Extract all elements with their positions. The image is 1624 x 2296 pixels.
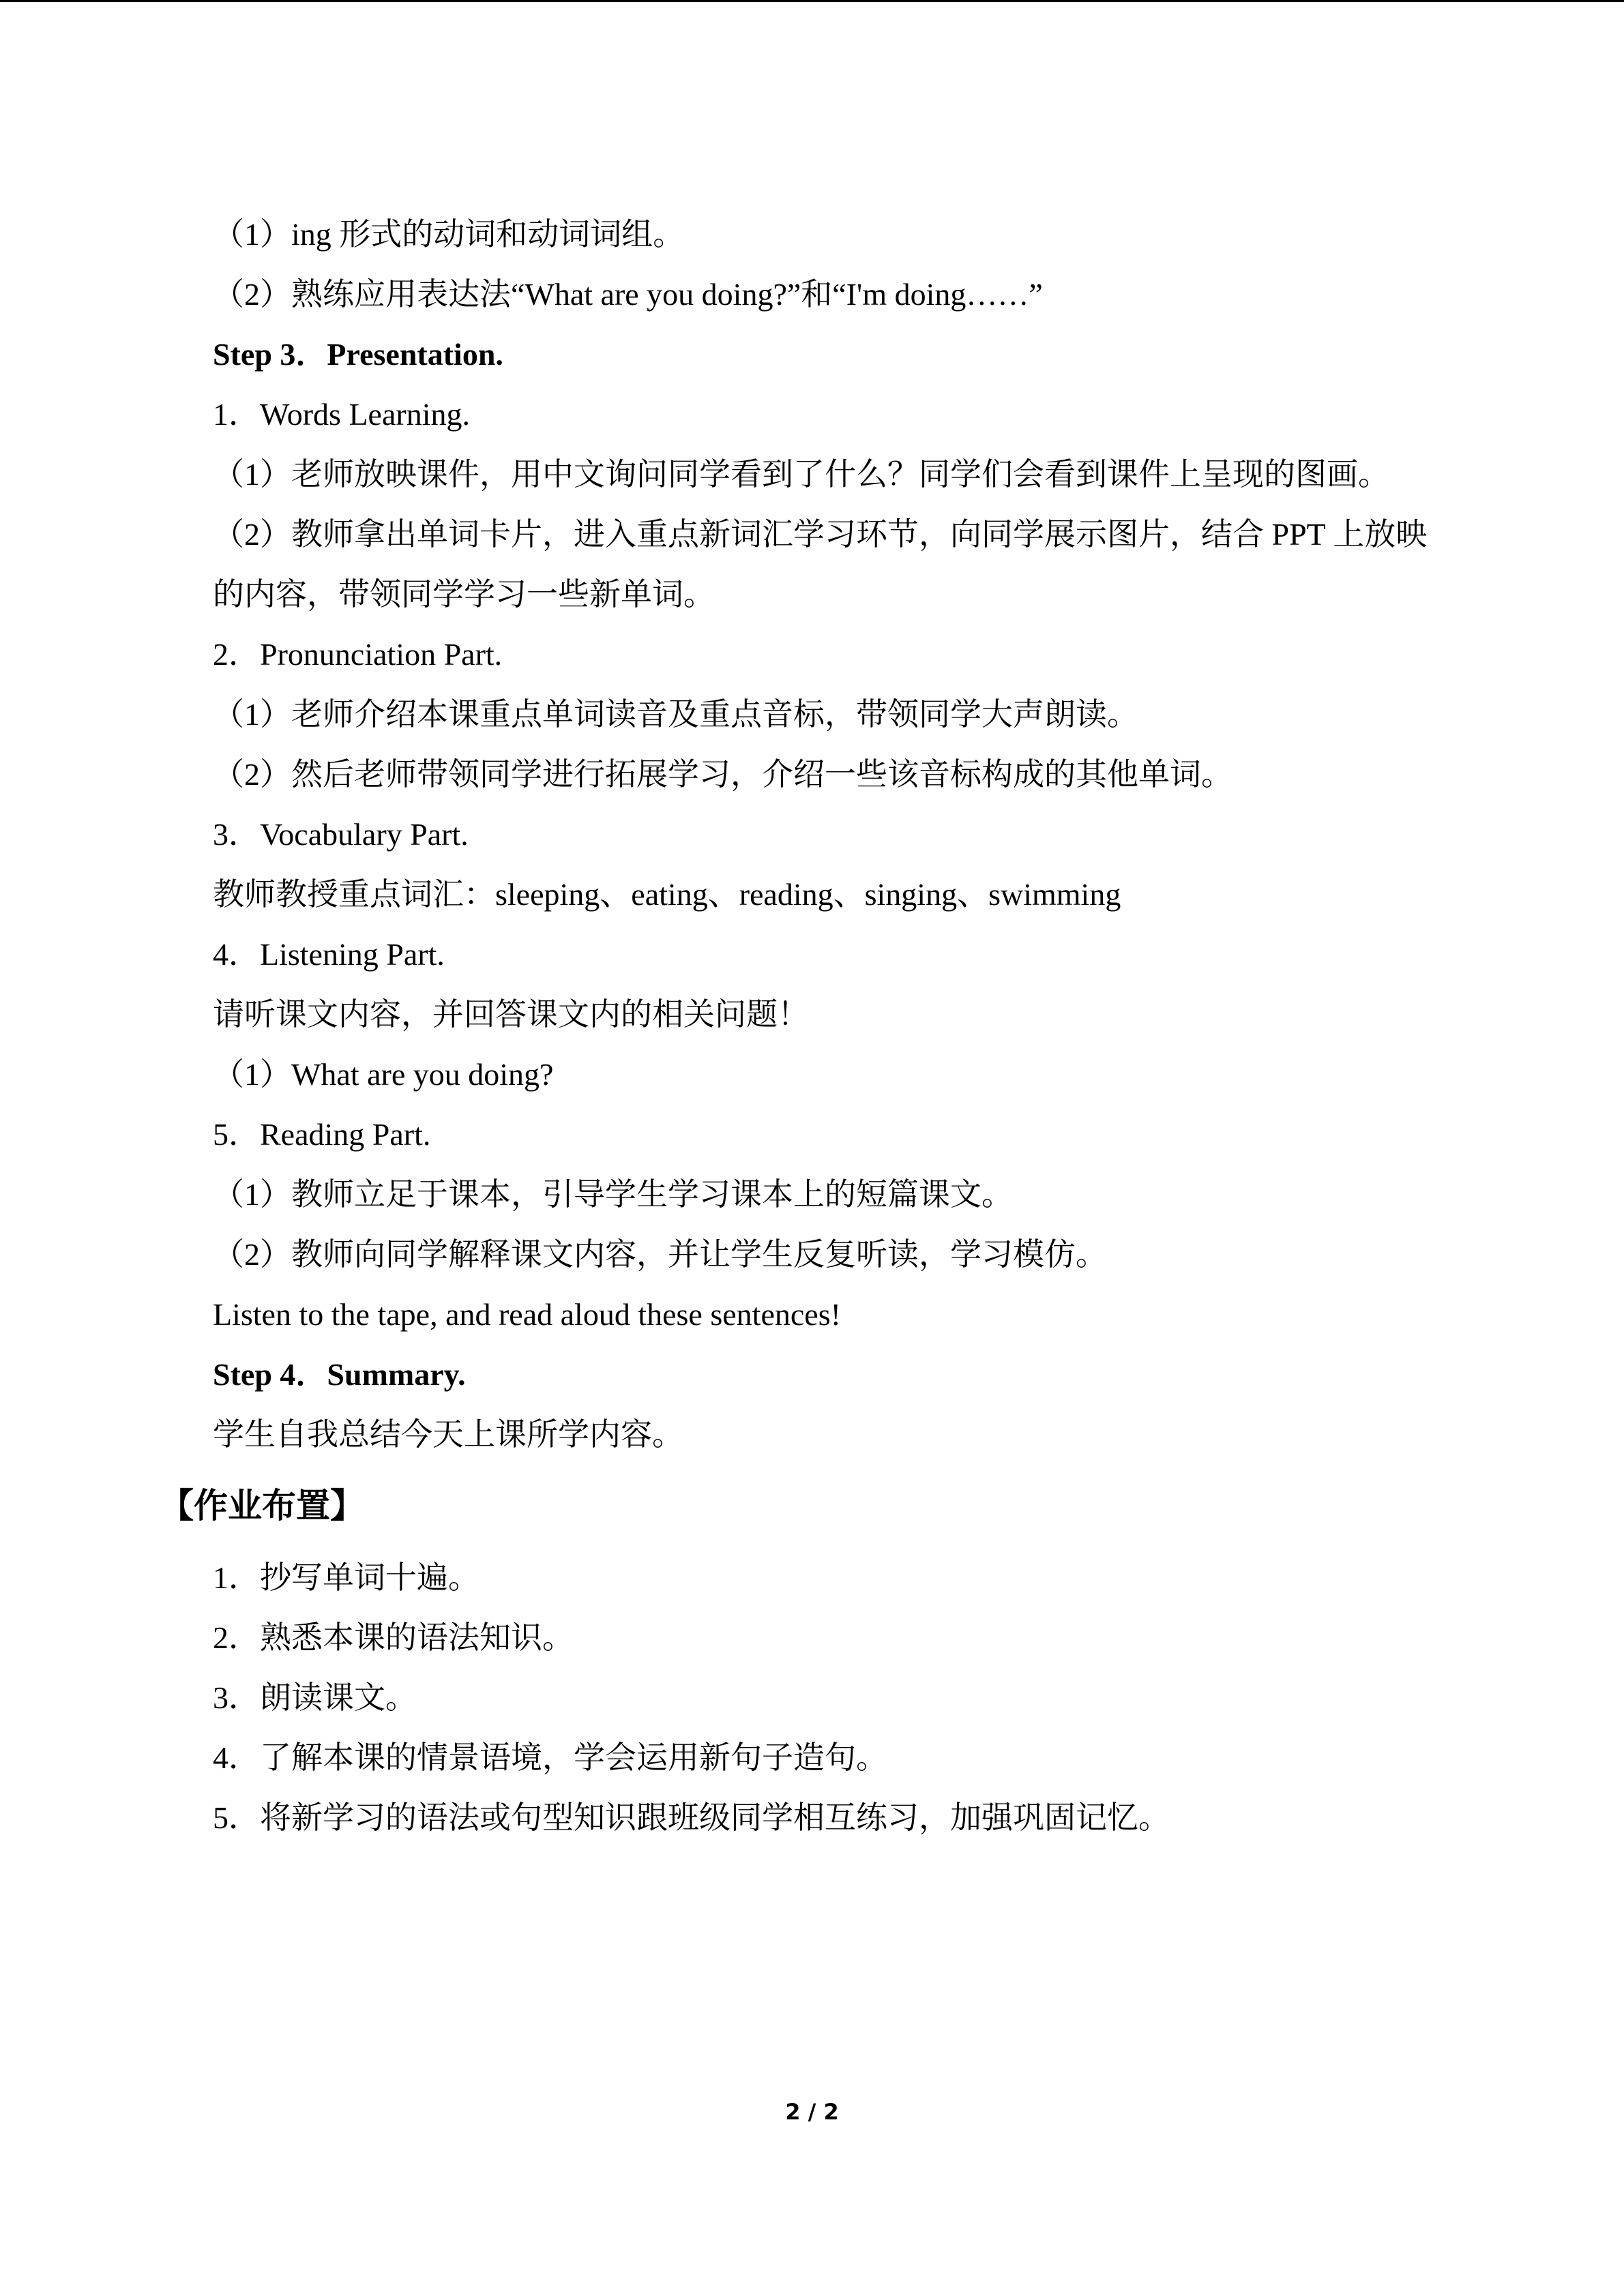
words-learning-heading: 1．Words Learning. xyxy=(213,397,470,432)
reading-item: （2）教师向同学解释课文内容，并让学生反复听读，学习模仿。 xyxy=(213,1237,1107,1272)
page-number: 2 / 2 xyxy=(785,2099,839,2125)
reading-heading: 5．Reading Part. xyxy=(213,1117,431,1152)
words-learning-item: （1）老师放映课件，用中文询问同学看到了什么？同学们会看到课件上呈现的图画。 xyxy=(213,457,1389,492)
page-top-border xyxy=(0,0,1624,2)
step4-heading: Step 4．Summary. xyxy=(213,1357,466,1392)
pronunciation-item: （1）老师介绍本课重点单词读音及重点音标，带领同学大声朗读。 xyxy=(213,697,1138,732)
vocabulary-text: 教师教授重点词汇：sleeping、eating、reading、singing、swimming xyxy=(213,877,1121,912)
listening-item: （1）What are you doing? xyxy=(213,1057,554,1092)
listening-text: 请听课文内容，并回答课文内的相关问题！ xyxy=(213,997,809,1032)
objective-item: （2）熟练应用表达法“What are you doing?”和“I'm doing……” xyxy=(213,277,1043,312)
reading-instruction: Listen to the tape, and read aloud these sentences! xyxy=(213,1297,841,1332)
homework-item: 2．熟悉本课的语法知识。 xyxy=(213,1620,574,1655)
pronunciation-item: （2）然后老师带领同学进行拓展学习，介绍一些该音标构成的其他单词。 xyxy=(213,757,1232,792)
homework-item: 1．抄写单词十遍。 xyxy=(213,1560,479,1595)
document-body xyxy=(160,205,1454,1848)
homework-item: 4．了解本课的情景语境，学会运用新句子造句。 xyxy=(213,1740,887,1775)
step4-text: 学生自我总结今天上课所学内容。 xyxy=(213,1417,683,1452)
listening-heading: 4．Listening Part. xyxy=(213,937,445,972)
reading-item: （1）教师立足于课本，引导学生学习课本上的短篇课文。 xyxy=(213,1177,1013,1212)
homework-item: 3．朗读课文。 xyxy=(213,1680,417,1715)
homework-title: 【作业布置】 xyxy=(160,1486,364,1525)
objective-item: （1）ing 形式的动词和动词词组。 xyxy=(213,217,685,252)
homework-item: 5．将新学习的语法或句型知识跟班级同学相互练习，加强巩固记忆。 xyxy=(213,1800,1170,1835)
vocabulary-heading: 3．Vocabulary Part. xyxy=(213,817,469,852)
pronunciation-heading: 2．Pronunciation Part. xyxy=(213,637,503,672)
words-learning-item: （2）教师拿出单词卡片，进入重点新词汇学习环节，向同学展示图片，结合 PPT 上放映的内容，带领同学学习一些新单词。 xyxy=(213,517,1428,612)
step3-heading: Step 3．Presentation. xyxy=(213,337,503,372)
